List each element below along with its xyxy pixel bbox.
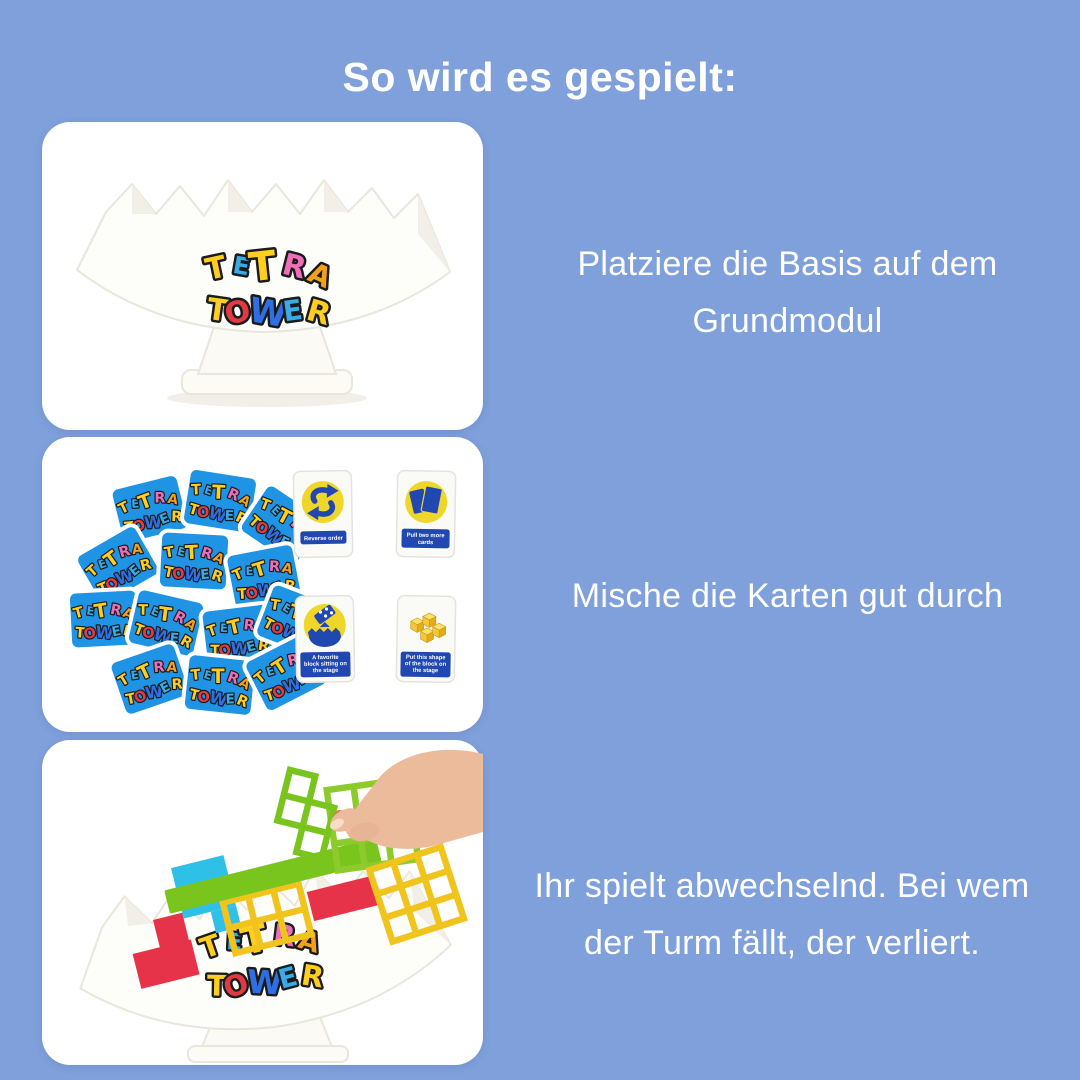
- action-card-label: of the block on: [404, 661, 447, 668]
- step-caption-3: [488, 858, 1076, 972]
- hand: [326, 750, 483, 849]
- tower-stacking-illustration: [42, 740, 483, 1065]
- action-card-label: the stage: [412, 667, 439, 675]
- action-card-label: Put this shape: [405, 654, 446, 662]
- action-card-reverse-order: [293, 471, 352, 558]
- step-caption-2: [505, 568, 1070, 625]
- action-card-label: block sitting on: [303, 661, 347, 668]
- caption-line: Grundmodul: [692, 302, 883, 340]
- caption-line: der Turm fällt, der verliert.: [583, 924, 981, 962]
- caption-line: Mische die Karten gut durch: [571, 577, 1004, 615]
- action-card-put-shape: [396, 596, 455, 683]
- page-title: So wird es gespielt:: [342, 54, 738, 100]
- action-card-label: A favorite: [312, 654, 339, 662]
- step-caption-1: [505, 236, 1070, 350]
- action-card-label: Reverse order: [303, 535, 343, 543]
- caption-line: Platziere die Basis auf dem: [577, 245, 998, 283]
- action-card-label: the stage: [312, 667, 339, 675]
- step-card-3: [42, 740, 483, 1065]
- cards-illustration: [42, 437, 483, 732]
- base-on-stand-illustration: [42, 122, 483, 430]
- caption-line: Ihr spielt abwechselnd. Bei wem: [534, 867, 1030, 905]
- action-card-favorite-block: [295, 596, 354, 683]
- action-card-label: cards: [417, 539, 434, 547]
- action-card-pull-two-more: [396, 471, 455, 558]
- held-green-piece: [271, 770, 340, 858]
- stand-base-plate: [188, 1046, 348, 1062]
- step-card-2: [42, 437, 483, 732]
- action-card-label: Pull two more: [406, 532, 445, 540]
- step-card-1: [42, 122, 483, 430]
